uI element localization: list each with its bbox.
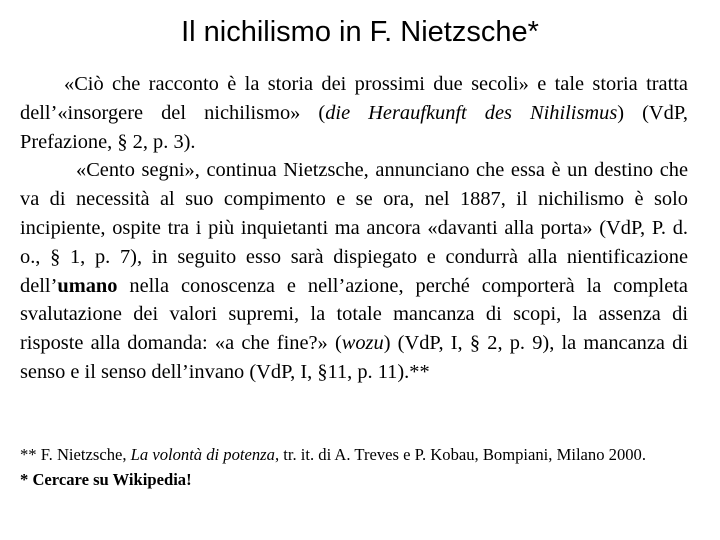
paragraph-1 xyxy=(20,70,688,156)
paragraph-1-italic: die Heraufkunft des Nihilismus xyxy=(325,101,618,124)
paragraph-1-text-b: ) (VdP, Prefazione, § 2, p. 3). xyxy=(20,101,688,153)
paragraph-2-italic: wozu xyxy=(341,332,384,355)
paragraph-1-text-a: «Ciò che racconto è la storia dei prossimi due secoli» e tale storia tratta dell’«insorgere del nichilismo» ( xyxy=(20,73,688,124)
main-text xyxy=(20,70,688,387)
footnote-reference-suffix: , tr. it. di A. Treves e P. Kobau, Bompiani, Milano 2000. xyxy=(274,445,647,464)
paragraph-2 xyxy=(20,156,688,386)
paragraph-2-text-a: «Cento segni», continua Nietzsche, annunciano che essa è un destino che va di necessità al suo compimento e se ora, nel 1887, il nichilismo è solo incipiente, ospite tra i più inquietanti ma ancora «davanti alla porta» (VdP, P. d. o., § 1, p. 7), in seguito esso sarà dispiegato e condurrà alla nientificazione dell’ xyxy=(20,159,688,297)
paragraph-2-text-c: ) (VdP, I, § 2, p. 9), la mancanza di senso e il senso dell’invano (VdP, I, §11, p. 11).** xyxy=(20,332,688,383)
paragraph-2-text-b: nella conoscenza e nell’azione, perché comporterà la completa svalutazione dei valori supremi, la totale mancanza di scopi, la assenza di risposte alla domanda: «a che fine?» ( xyxy=(20,274,688,355)
footnotes xyxy=(20,443,688,492)
footnote-reference xyxy=(20,443,688,468)
slide-title: Il nichilismo in F. Nietzsche* xyxy=(181,16,539,48)
footnote-wikipedia: * Cercare su Wikipedia! xyxy=(20,469,192,489)
paragraph-2-bold: umano xyxy=(57,274,118,297)
footnote-reference-prefix: ** F. Nietzsche, xyxy=(20,445,131,464)
footnote-reference-book-title: La volontà di potenza xyxy=(130,445,275,464)
